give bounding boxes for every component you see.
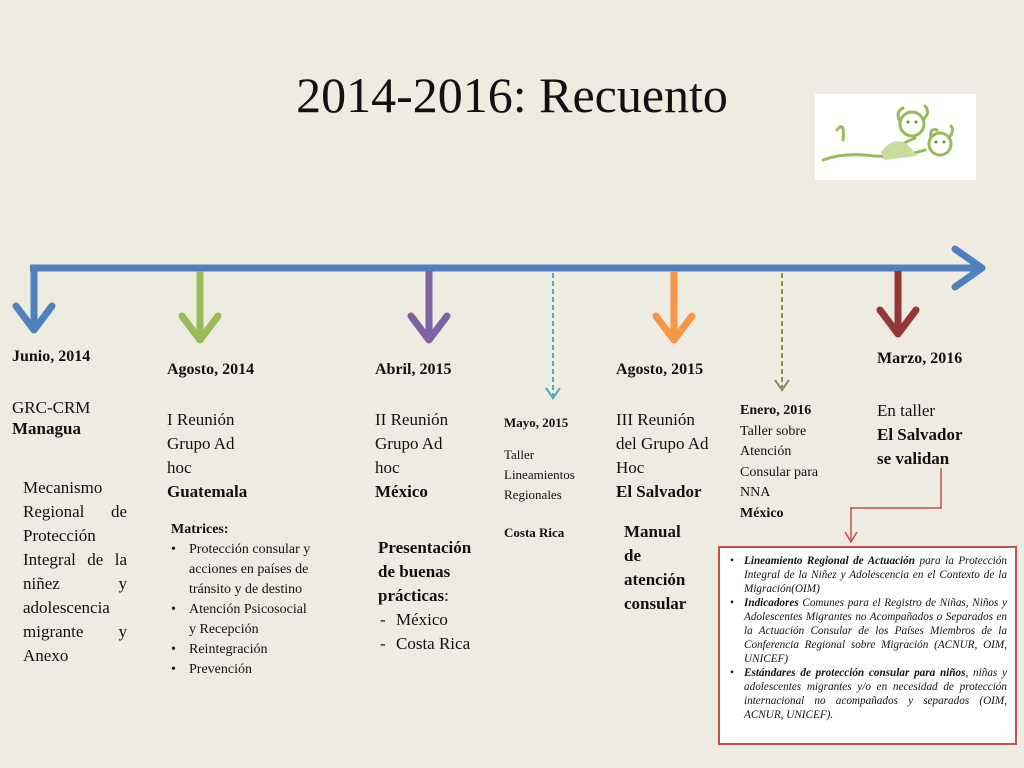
list-item: • Reintegración [171, 640, 311, 660]
event-agosto-2014-body [167, 408, 247, 504]
date-label: Mayo, 2015 [504, 415, 569, 430]
date-label: Marzo, 2016 [877, 350, 963, 367]
event-mayo-2015 [504, 413, 575, 543]
doc-text: , niñas y adolescentes migrantes y/o en necesidad de protección internacional no acompañados y separados (OIM, ACNUR, UNICEF). [744, 667, 1007, 721]
event-junio-2014-desc: Mecanismo Regional de Protección Integral de la niñez y adolescencia migrante y Anexo [23, 478, 127, 665]
arrow-agosto-2015 [656, 271, 692, 340]
event-text: Lineamientos [504, 467, 575, 482]
arrow-enero-2016 [775, 273, 789, 390]
list-item: • Protección consular y acciones en países de tránsito y de destino [171, 540, 311, 600]
presentacion-list [378, 608, 471, 656]
presentacion-text: prácticas [378, 586, 445, 605]
event-place: El Salvador [616, 482, 702, 501]
event-text: Grupo Ad [375, 434, 443, 453]
doc-text: Comunes para el Registro de Niñas, Niños y Adolescentes Migrantes no Acompañados o Separados en la Actuación Consular de los Países Miembros de la Conferencia Regional sobre Migración (ACNUR, OIM, UNICEF) [744, 597, 1007, 665]
page-title: 2014-2016: Recuento [296, 67, 728, 123]
event-enero-2016 [740, 401, 818, 524]
manual-text: consular [624, 594, 687, 613]
event-place: Costa Rica [504, 525, 565, 540]
event-junio-2014 [12, 348, 90, 366]
arrow-abril-2015 [411, 271, 447, 340]
event-place: México [375, 482, 428, 501]
matrices-block [171, 520, 311, 680]
event-text: III Reunión [616, 410, 695, 429]
date-label: Agosto, 2014 [167, 361, 255, 378]
event-agosto-2015-body [616, 408, 709, 504]
list-item: • Prevención [171, 660, 311, 680]
arrow-agosto-2014 [182, 271, 218, 340]
list-item: - México [378, 608, 471, 632]
list-item [728, 554, 1007, 596]
event-text: Regionales [504, 487, 562, 502]
arrow-junio-2014 [16, 268, 52, 330]
event-text: Grupo Ad [167, 434, 235, 453]
presentacion-block [378, 536, 471, 656]
matrices-list [171, 540, 311, 680]
arrow-mayo-2015 [546, 273, 560, 398]
event-abril-2015-body [375, 408, 448, 504]
manual-block [624, 520, 686, 616]
main-timeline-arrow [30, 249, 982, 287]
event-text: del Grupo Ad [616, 434, 709, 453]
presentacion-text: de buenas [378, 562, 451, 581]
event-marzo-2016-body [877, 399, 963, 471]
event-place: Guatemala [167, 482, 248, 501]
event-text: El Salvador [877, 425, 963, 444]
event-text: II Reunión [375, 410, 449, 429]
event-text: hoc [375, 458, 400, 477]
event-text: Consular para [740, 464, 819, 480]
event-place: México [740, 505, 784, 521]
event-agosto-2015 [616, 361, 703, 379]
event-text: NNA [740, 485, 771, 500]
event-place: Managua [12, 419, 81, 438]
date-label: Enero, 2016 [740, 403, 812, 418]
manual-text: de [624, 546, 641, 565]
manual-text: Manual [624, 522, 681, 541]
doc-title: Estándares de protección consular para niños [744, 667, 966, 679]
event-text: hoc [167, 458, 192, 477]
list-item: • Atención Psicosocial y Recepción [171, 600, 311, 640]
event-text: Taller [504, 447, 535, 462]
manual-text: atención [624, 570, 686, 589]
event-marzo-2016 [877, 350, 962, 368]
doc-text: para la Protección Integral de la Niñez y Adolescencia en el Contexto de la Migración(OIM) [744, 555, 1007, 595]
event-text: se validan [877, 449, 950, 468]
event-junio-2014-place [12, 397, 90, 439]
connector-to-box [845, 468, 941, 542]
event-text: En taller [877, 401, 936, 420]
list-item: - Costa Rica [378, 632, 471, 656]
validated-documents-box [718, 546, 1017, 745]
doc-title: Lineamiento Regional de Actuación [744, 555, 915, 567]
event-text: Atención [740, 444, 792, 459]
event-agosto-2014 [167, 361, 254, 379]
arrow-marzo-2016 [880, 271, 916, 334]
presentacion-text: Presentación [378, 538, 472, 557]
event-text: I Reunión [167, 410, 235, 429]
documents-list [728, 554, 1007, 722]
presentacion-colon: : [444, 586, 449, 605]
event-text: GRC-CRM [12, 398, 91, 417]
event-text: Taller sobre [740, 423, 807, 439]
date-label: Abril, 2015 [375, 361, 452, 378]
list-item [728, 666, 1007, 722]
date-label: Agosto, 2015 [616, 361, 704, 378]
date-label: Junio, 2014 [12, 348, 91, 365]
doc-title: Indicadores [744, 597, 799, 609]
matrices-title: Matrices: [171, 522, 229, 537]
event-abril-2015 [375, 361, 451, 379]
list-item [728, 596, 1007, 666]
event-text: Hoc [616, 458, 645, 477]
